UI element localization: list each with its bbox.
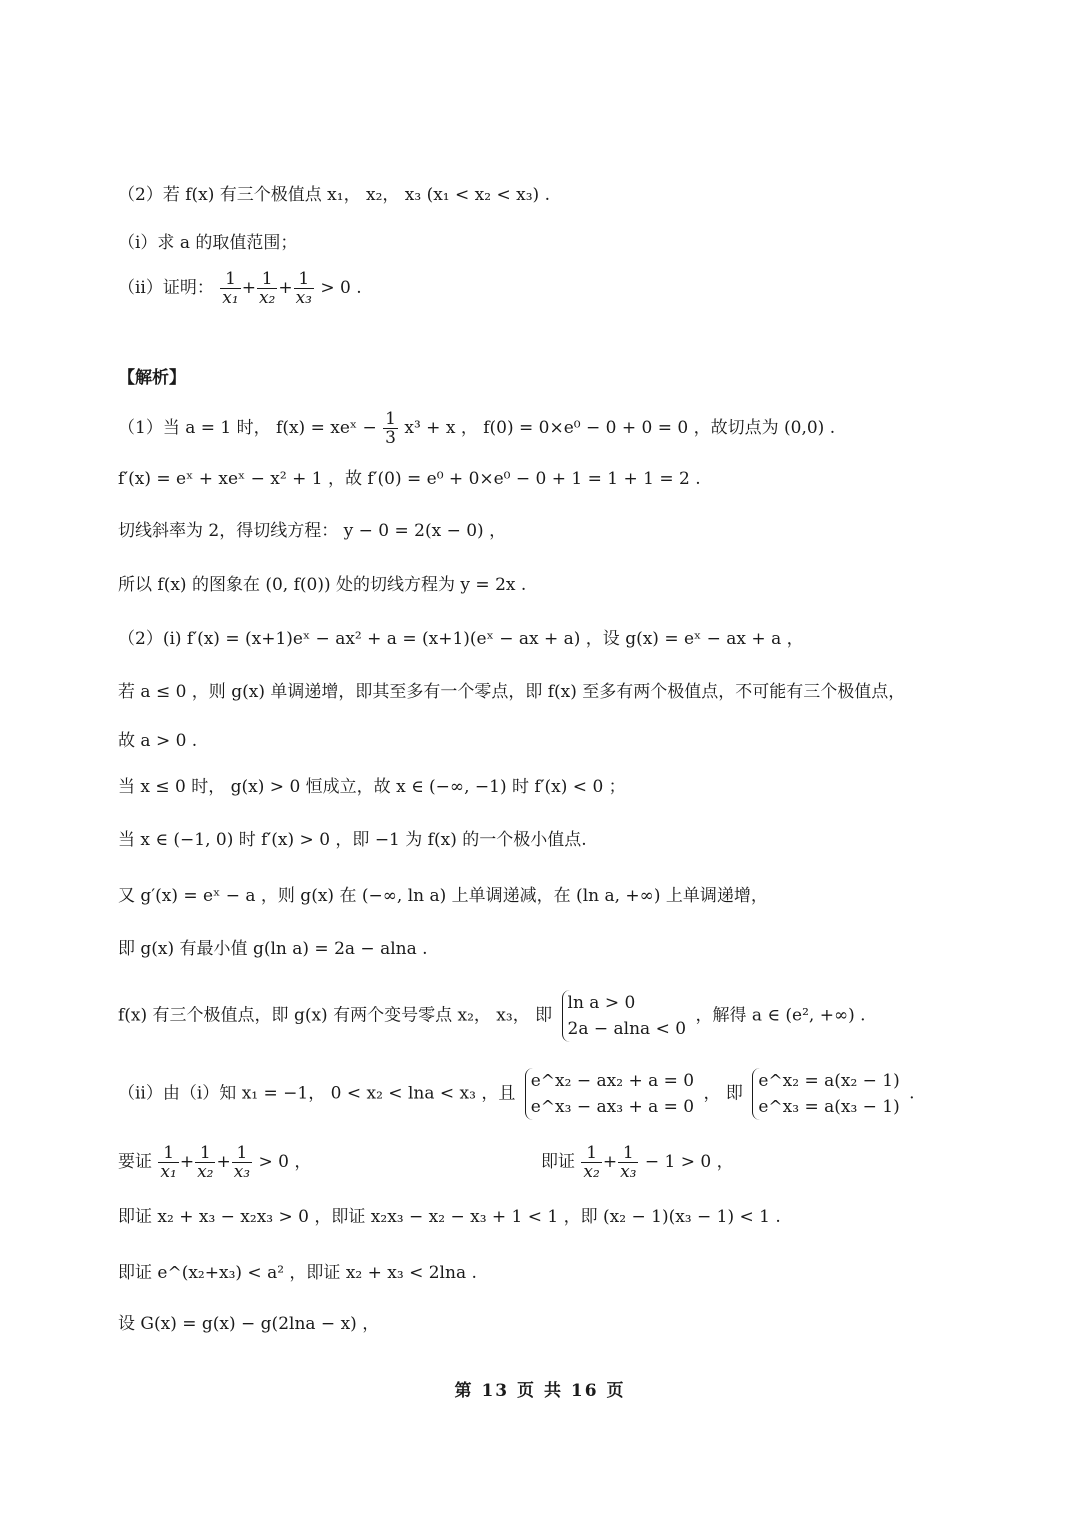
fraction-1-over-x1: $\frac{1}{\text{x₁}}$	[160, 1143, 177, 1182]
q2-part-ii-tail: > 0 .	[320, 278, 362, 298]
solution-line-13: （ii）由（i）知 x₁ = −1， 0 < x₂ < lna < x₃ ，且 e^x₂ − ax₂ + a = 0 e^x₃ − ax₃ + a = 0 ， 即 e^x₂ = a(x₂ − 1) e^x₃ = a(x₃ − 1) .	[118, 1068, 915, 1120]
solution-line-14-right: 即证 $\frac{1}{\text{x₂}}$ + $\frac{1}{\text{x₃}}$ − 1 > 0 ，	[541, 1143, 734, 1182]
fraction-1-over-x3: $\frac{1}{\text{x₃}}$	[233, 1143, 251, 1182]
q2-part-ii-label: （ii）证明：	[118, 278, 214, 298]
solution-line-17: 设 G(x) = g(x) − g(2lna − x) ，	[118, 1314, 380, 1334]
solution-line-2: f′(x) = eˣ + xeˣ − x² + 1 ，故 f′(0) = e⁰ + 0×e⁰ − 0 + 1 = 1 + 1 = 2 .	[118, 469, 701, 489]
analysis-title: 【解析】	[118, 368, 186, 388]
solution-line-9: 当 x ∈ (−1, 0) 时 f′(x) > 0 ，即 −1 为 f(x) 的一个极小值点.	[118, 830, 587, 850]
solution-line-1: （1）当 a = 1 时， f(x) = xeˣ − $\frac{1}{3}$ x³ + x ， f(0) = 0×e⁰ − 0 + 0 = 0 ，故切点为 (0,0) .	[118, 409, 836, 448]
fraction-1-over-x2: $\frac{1}{\text{x₂}}$	[258, 269, 276, 308]
fraction-1-over-x2: $\frac{1}{\text{x₂}}$	[583, 1143, 600, 1182]
solution-line-8: 当 x ≤ 0 时， g(x) > 0 恒成立，故 x ∈ (−∞, −1) 时 f′(x) < 0 ；	[118, 777, 626, 797]
page-footer: 第 13 页 共 16 页	[454, 1381, 626, 1401]
fraction-1-over-x2: $\frac{1}{\text{x₂}}$	[197, 1143, 214, 1182]
solution-line-12: f(x) 有三个极值点，即 g(x) 有两个变号零点 x₂， x₃， 即 ln a > 0 2a − alna < 0 ，解得 a ∈ (e², +∞) .	[118, 990, 866, 1042]
fraction-1-over-x3: $\frac{1}{\text{x₃}}$	[620, 1143, 637, 1182]
equation-system-3: e^x₂ = a(x₂ − 1) e^x₃ = a(x₃ − 1)	[752, 1068, 899, 1120]
solution-line-4: 所以 f(x) 的图象在 (0, f(0)) 处的切线方程为 y = 2x .	[118, 575, 527, 595]
q2-part-ii: （ii）证明： $\frac{1}{\text{x₁}}$ + $\frac{1}{\text{x₂}}$ + $\frac{1}{\text{x₃}}$ > 0 .	[118, 269, 362, 308]
solution-line-10: 又 g′(x) = eˣ − a ，则 g(x) 在 (−∞, ln a) 上单调递减，在 (ln a, +∞) 上单调递增，	[118, 886, 768, 906]
q2-intro: （2）若 f(x) 有三个极值点 x₁， x₂， x₃ (x₁ < x₂ < x₃) .	[118, 185, 550, 205]
solution-line-7: 故 a > 0 .	[118, 731, 198, 751]
solution-line-5: （2）(i) f′(x) = (x+1)eˣ − ax² + a = (x+1)(eˣ − ax + a) ，设 g(x) = eˣ − ax + a ，	[118, 629, 804, 649]
fraction-1-over-x3: $\frac{1}{\text{x₃}}$	[295, 269, 312, 308]
q2-part-i: （i）求 a 的取值范围；	[118, 233, 298, 253]
solution-line-15: 即证 x₂ + x₃ − x₂x₃ > 0 ，即证 x₂x₃ − x₂ − x₃ + 1 < 1 ，即 (x₂ − 1)(x₃ − 1) < 1 .	[118, 1207, 781, 1227]
solution-line-11: 即 g(x) 有最小值 g(ln a) = 2a − alna .	[118, 939, 428, 959]
fraction-1-over-x1: $\frac{1}{\text{x₁}}$	[222, 269, 239, 308]
solution-line-3: 切线斜率为 2，得切线方程： y − 0 = 2(x − 0) ，	[118, 521, 507, 541]
solution-line-14-left: 要证 $\frac{1}{\text{x₁}}$ + $\frac{1}{\text{x₂}}$ + $\frac{1}{\text{x₃}}$ > 0 ，	[118, 1143, 312, 1182]
equation-system-2: e^x₂ − ax₂ + a = 0 e^x₃ − ax₃ + a = 0	[525, 1068, 694, 1120]
solution-line-6: 若 a ≤ 0 ，则 g(x) 单调递增，即其至多有一个零点，即 f(x) 至多有两个极值点，不可能有三个极值点，	[118, 682, 906, 702]
equation-system-1: ln a > 0 2a − alna < 0	[562, 990, 687, 1042]
fraction-one-third: $\frac{1}{3}$	[385, 409, 396, 448]
solution-line-16: 即证 e^(x₂+x₃) < a² ，即证 x₂ + x₃ < 2lna .	[118, 1263, 477, 1283]
